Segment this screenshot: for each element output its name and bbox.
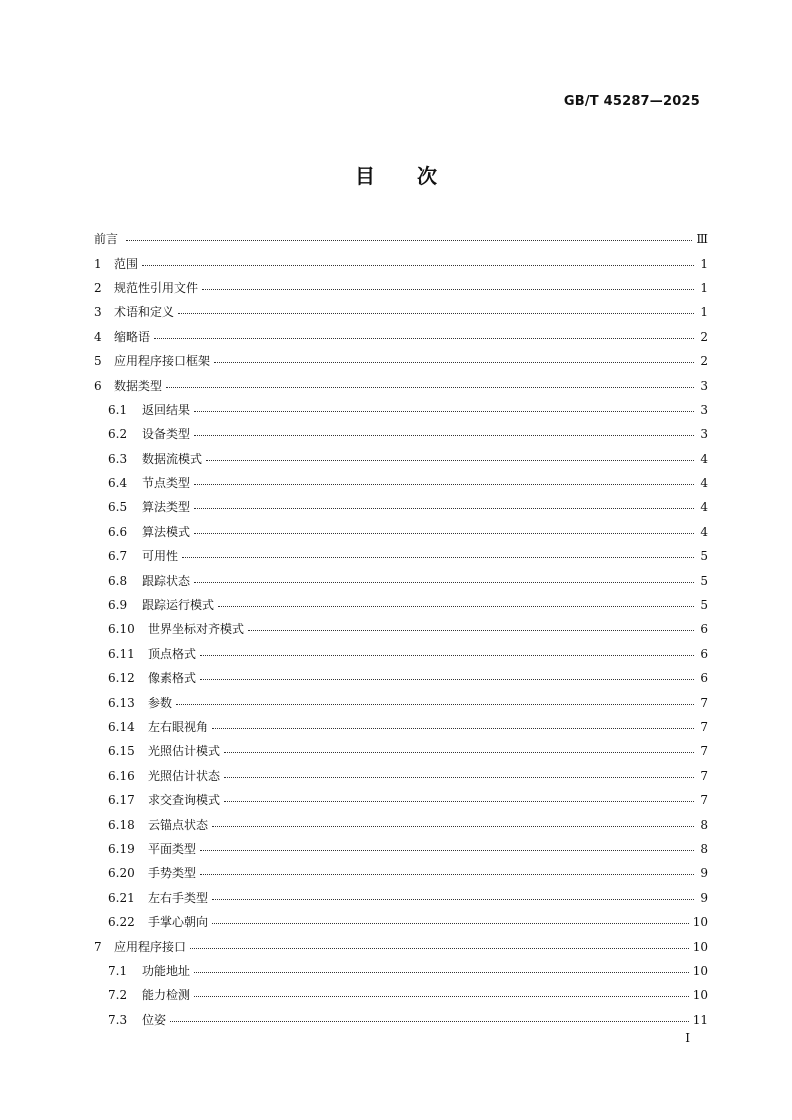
standard-code: GB/T 45287—2025: [563, 94, 700, 109]
toc-entry[interactable]: [94, 227, 708, 251]
toc-entry-page: 1: [700, 305, 708, 320]
toc-entry-number: 6.22: [108, 915, 135, 930]
toc-dot-leader: [178, 312, 694, 314]
toc-entry-number: 6.5: [108, 500, 128, 515]
toc-entry-number: 7.2: [108, 988, 128, 1003]
toc-entry-page: 5: [700, 573, 708, 588]
toc-entry-title: 跟踪运行模式: [142, 598, 215, 613]
toc-entry[interactable]: [94, 715, 708, 739]
toc-entry-number: 6.8: [108, 573, 128, 588]
toc-entry[interactable]: [94, 325, 708, 349]
toc-entry[interactable]: [94, 739, 708, 763]
toc-entry-page: 10: [692, 939, 708, 954]
toc-entry-title: 顶点格式: [148, 646, 197, 661]
toc-entry[interactable]: [94, 300, 708, 324]
toc-entry[interactable]: [94, 934, 708, 958]
toc-entry-title: 缩略语: [114, 329, 151, 344]
toc-dot-leader: [214, 361, 694, 363]
toc-entry-title: 手掌心朝向: [148, 915, 209, 930]
toc-dot-leader: [200, 873, 694, 875]
toc-dot-leader: [194, 532, 694, 534]
toc-entry[interactable]: [94, 837, 708, 861]
toc-entry-page: 4: [700, 500, 708, 515]
toc-entry-number: 6.10: [108, 622, 135, 637]
toc-entry-number: 6.6: [108, 524, 128, 539]
toc-entry-page: 4: [700, 476, 708, 491]
toc-entry-title: 左右眼视角: [148, 720, 209, 734]
toc-entry-number: 4: [94, 329, 102, 344]
toc-dot-leader: [212, 727, 694, 729]
toc-entry-number: 5: [94, 354, 102, 369]
toc-entry[interactable]: [94, 520, 708, 544]
toc-entry[interactable]: [94, 422, 708, 446]
toc-entry-number: 6.21: [108, 890, 135, 905]
toc-entry[interactable]: [94, 910, 708, 934]
toc-entry-page: 7: [700, 793, 708, 808]
page-number: I: [685, 1031, 690, 1045]
toc-entry-number: 6.13: [108, 695, 135, 710]
toc-dot-leader: [206, 459, 694, 461]
toc-entry-page: 3: [700, 402, 708, 417]
toc-entry-title: 数据类型: [114, 378, 163, 393]
toc-entry-page: 6: [700, 622, 708, 637]
toc-entry[interactable]: [94, 593, 708, 617]
toc-entry[interactable]: [94, 690, 708, 714]
toc-dot-leader: [170, 1020, 689, 1022]
toc-entry-page: 5: [700, 598, 708, 613]
toc-entry[interactable]: [94, 447, 708, 471]
toc-entry-number: 6.15: [108, 744, 135, 759]
toc-entry[interactable]: [94, 642, 708, 666]
table-of-contents: [94, 227, 708, 1032]
toc-entry-page: 2: [700, 354, 708, 369]
toc-entry-title: 可用性: [142, 549, 179, 564]
toc-dot-leader: [224, 776, 694, 778]
toc-entry-title: 应用程序接口框架: [114, 354, 211, 369]
toc-entry[interactable]: [94, 495, 708, 519]
toc-entry-title: 算法模式: [142, 524, 191, 539]
toc-dot-leader: [248, 629, 694, 631]
toc-entry-page: 10: [692, 963, 708, 978]
toc-entry-page: 7: [700, 744, 708, 759]
toc-entry-page: 6: [700, 646, 708, 661]
toc-dot-leader: [202, 288, 694, 290]
toc-dot-leader: [212, 898, 694, 900]
toc-dot-leader: [212, 825, 694, 827]
toc-dot-leader: [194, 410, 694, 412]
toc-entry-number: 6.2: [108, 427, 128, 442]
toc-entry-title: 功能地址: [142, 963, 191, 978]
toc-entry-number: 7: [94, 939, 102, 954]
toc-entry-page: 8: [700, 817, 708, 832]
toc-dot-leader: [218, 605, 694, 607]
toc-entry[interactable]: [94, 861, 708, 885]
toc-entry-number: 3: [94, 305, 102, 320]
toc-entry-number: 6.1: [108, 402, 128, 417]
toc-entry-title: 位姿: [142, 1012, 167, 1027]
toc-dot-leader: [224, 751, 694, 753]
toc-entry[interactable]: [94, 349, 708, 373]
toc-entry-title: 光照估计模式: [148, 744, 221, 759]
toc-entry-title: 前言: [94, 232, 119, 247]
toc-entry[interactable]: [94, 886, 708, 910]
toc-entry-number: 6.16: [108, 768, 135, 783]
toc-entry-title: 跟踪状态: [142, 573, 191, 588]
toc-entry[interactable]: [94, 276, 708, 300]
page-title-char-2: 次: [417, 164, 437, 188]
toc-entry-page: 11: [692, 1012, 708, 1027]
toc-dot-leader: [194, 507, 694, 509]
toc-entry-title: 像素格式: [148, 671, 197, 686]
page-title: [0, 160, 792, 189]
toc-entry-number: 6.3: [108, 451, 128, 466]
toc-entry-title: 范围: [114, 256, 139, 271]
toc-dot-leader: [154, 337, 694, 339]
toc-entry-title: 规范性引用文件: [114, 280, 199, 295]
toc-entry[interactable]: [94, 1008, 708, 1032]
toc-entry-title: 左右手类型: [148, 890, 209, 905]
toc-dot-leader: [190, 947, 689, 949]
toc-entry-title: 节点类型: [142, 476, 191, 491]
toc-entry-page: 9: [700, 866, 708, 881]
toc-dot-leader: [194, 995, 689, 997]
toc-entry-number: 1: [94, 256, 102, 271]
toc-dot-leader: [200, 654, 694, 656]
toc-entry-page: 6: [700, 671, 708, 686]
toc-entry-number: 6.20: [108, 866, 135, 881]
toc-entry[interactable]: [94, 983, 708, 1007]
toc-entry[interactable]: [94, 251, 708, 275]
toc-dot-leader: [126, 239, 692, 241]
toc-entry-number: 6.17: [108, 793, 135, 808]
toc-dot-leader: [200, 678, 694, 680]
toc-entry-number: 6.18: [108, 817, 135, 832]
toc-entry-number: 6.12: [108, 671, 135, 686]
toc-entry-page: 3: [700, 378, 708, 393]
toc-entry-title: 算法类型: [142, 500, 191, 515]
toc-dot-leader: [176, 703, 694, 705]
toc-entry[interactable]: [94, 471, 708, 495]
toc-entry-number: 6.7: [108, 549, 128, 564]
toc-entry[interactable]: [94, 568, 708, 592]
toc-entry-title: 参数: [148, 695, 173, 710]
toc-entry[interactable]: [94, 544, 708, 568]
toc-entry-title: 云锚点状态: [148, 817, 209, 832]
toc-entry-page: 1: [700, 280, 708, 295]
toc-entry-title: 世界坐标对齐模式: [148, 622, 245, 637]
toc-entry-number: 6.9: [108, 598, 128, 613]
toc-dot-leader: [166, 386, 694, 388]
toc-entry-number: 6.4: [108, 476, 128, 491]
toc-entry-number: 6.14: [108, 720, 135, 734]
toc-entry-title: 平面类型: [148, 841, 197, 856]
toc-entry-title: 能力检测: [142, 988, 191, 1003]
toc-entry-number: 6: [94, 378, 102, 393]
toc-entry[interactable]: [94, 617, 708, 641]
toc-dot-leader: [142, 264, 694, 266]
toc-entry-page: 4: [700, 524, 708, 539]
toc-entry-title: 设备类型: [142, 427, 191, 442]
toc-entry-number: 7.3: [108, 1012, 128, 1027]
toc-entry[interactable]: [94, 812, 708, 836]
toc-entry-page: 8: [700, 841, 708, 856]
toc-entry-number: 6.19: [108, 841, 135, 856]
toc-entry-title: 返回结果: [142, 402, 191, 417]
toc-dot-leader: [194, 971, 689, 973]
toc-entry-number: 7.1: [108, 963, 128, 978]
page-title-char-1: 目: [355, 164, 375, 188]
toc-entry-page: 9: [700, 890, 708, 905]
toc-entry-title: 求交查询模式: [148, 793, 221, 808]
toc-dot-leader: [224, 800, 694, 802]
toc-entry-number: 2: [94, 280, 102, 295]
toc-dot-leader: [182, 556, 694, 558]
toc-entry[interactable]: [94, 788, 708, 812]
toc-entry-title: 光照估计状态: [148, 768, 221, 783]
toc-dot-leader: [194, 581, 694, 583]
toc-entry-title: 数据流模式: [142, 451, 203, 466]
toc-dot-leader: [200, 849, 694, 851]
toc-entry[interactable]: [94, 373, 708, 397]
toc-entry-title: 术语和定义: [114, 305, 175, 320]
toc-entry-page: Ⅲ: [696, 232, 708, 247]
toc-dot-leader: [194, 434, 694, 436]
toc-entry-page: 7: [700, 695, 708, 710]
toc-entry-title: 应用程序接口: [114, 939, 187, 954]
toc-entry-number: 6.11: [108, 646, 135, 661]
toc-entry-page: 3: [700, 427, 708, 442]
toc-dot-leader: [212, 922, 689, 924]
toc-entry-page: 4: [700, 451, 708, 466]
toc-entry-page: 5: [700, 549, 708, 564]
toc-entry-title: 手势类型: [148, 866, 197, 881]
toc-dot-leader: [194, 483, 694, 485]
toc-entry-page: 10: [692, 915, 708, 930]
toc-entry-page: 7: [700, 768, 708, 783]
toc-entry-page: 7: [700, 720, 708, 734]
toc-entry[interactable]: [94, 959, 708, 983]
toc-entry[interactable]: [94, 666, 708, 690]
toc-entry-page: 2: [700, 329, 708, 344]
toc-entry-page: 1: [700, 256, 708, 271]
toc-entry-page: 10: [692, 988, 708, 1003]
toc-entry[interactable]: [94, 398, 708, 422]
toc-entry[interactable]: [94, 764, 708, 788]
